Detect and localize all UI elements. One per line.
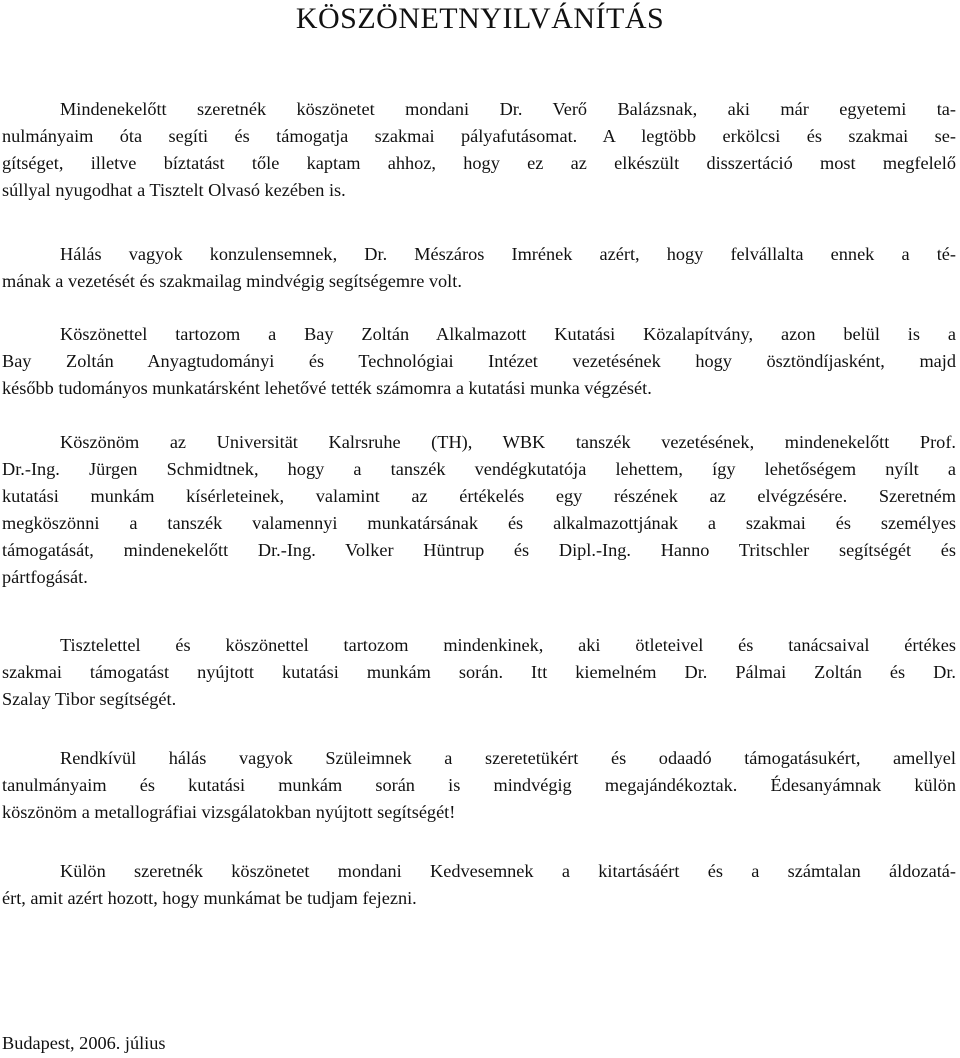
paragraph-line: köszönöm a metallográfiai vizsgálatokban nyújtott segítségét! (2, 802, 456, 822)
paragraph-line: mának a vezetését és szakmailag mindvégig segítségemre volt. (2, 271, 462, 291)
paragraph-line: kutatási munkám kísérleteinek, valamint az értékelés egy részének az elvégzésére. Szeretném (2, 486, 956, 506)
paragraph-5 (2, 632, 956, 713)
paragraph-line: később tudományos munkatársként lehetővé tették számomra a kutatási munka végzését. (2, 378, 652, 398)
paragraph-line: ért, amit azért hozott, hogy munkámat be tudjam fejezni. (2, 888, 417, 908)
paragraph-line: Szalay Tibor segítségét. (2, 689, 177, 709)
paragraph-line: szakmai támogatást nyújtott kutatási munkám során. Itt kiemelném Dr. Pálmai Zoltán és Dr. (2, 662, 956, 682)
paragraph-line: támogatását, mindenekelőtt Dr.-Ing. Volker Hüntrup és Dipl.-Ing. Hanno Tritschler segítségét és (2, 540, 956, 560)
paragraph-line: Rendkívül hálás vagyok Szüleimnek a szeretetükért és odaadó támogatásukért, amellyel (60, 748, 956, 768)
paragraph-line: Bay Zoltán Anyagtudományi és Technológiai Intézet vezetésének hogy ösztöndíjasként, majd (2, 351, 956, 371)
page-title: KÖSZÖNETNYILVÁNÍTÁS (295, 2, 665, 35)
paragraph-line: megköszönni a tanszék valamennyi munkatársának és alkalmazottjának a szakmai és személyes (2, 513, 956, 533)
paragraph-line: Dr.-Ing. Jürgen Schmidtnek, hogy a tanszék vendégkutatója lehettem, így lehetőségem nyílt a (2, 459, 956, 479)
paragraph-line: tanulmányaim és kutatási munkám során is mindvégig megajándékoztak. Édesanyámnak külön (2, 775, 956, 795)
paragraph-3 (2, 321, 956, 402)
paragraph-7 (2, 858, 956, 912)
paragraph-line: Köszönettel tartozom a Bay Zoltán Alkalmazott Kutatási Közalapítvány, azon belül is a (60, 324, 956, 344)
paragraph-line: nulmányaim óta segíti és támogatja szakmai pályafutásomat. A legtöbb erkölcsi és szakmai se- (2, 126, 956, 146)
paragraph-1 (2, 96, 956, 204)
paragraph-line: pártfogását. (2, 567, 88, 587)
paragraph-line: Tisztelettel és köszönettel tartozom mindenkinek, aki ötleteivel és tanácsaival értékes (60, 635, 956, 655)
paragraph-6 (2, 745, 956, 826)
paragraph-line: Hálás vagyok konzulensemnek, Dr. Mészáros Imrének azért, hogy felvállalta ennek a té- (60, 244, 956, 264)
paragraph-2 (2, 241, 956, 295)
paragraph-line: Külön szeretnék köszönetet mondani Kedvesemnek a kitartásáért és a számtalan áldozatá- (60, 861, 956, 881)
paragraph-line: Köszönöm az Universität Kalrsruhe (TH), WBK tanszék vezetésének, mindenekelőtt Prof. (60, 432, 956, 452)
paragraph-line: súllyal nyugodhat a Tisztelt Olvasó kezében is. (2, 180, 346, 200)
place-and-date: Budapest, 2006. július (2, 1033, 166, 1053)
paragraph-line: gítséget, illetve bíztatást tőle kaptam ahhoz, hogy ez az elkészült disszertáció most megfelelő (2, 153, 956, 173)
paragraph-line: Mindenekelőtt szeretnék köszönetet mondani Dr. Verő Balázsnak, aki már egyetemi ta- (60, 99, 956, 119)
paragraph-4 (2, 429, 956, 591)
